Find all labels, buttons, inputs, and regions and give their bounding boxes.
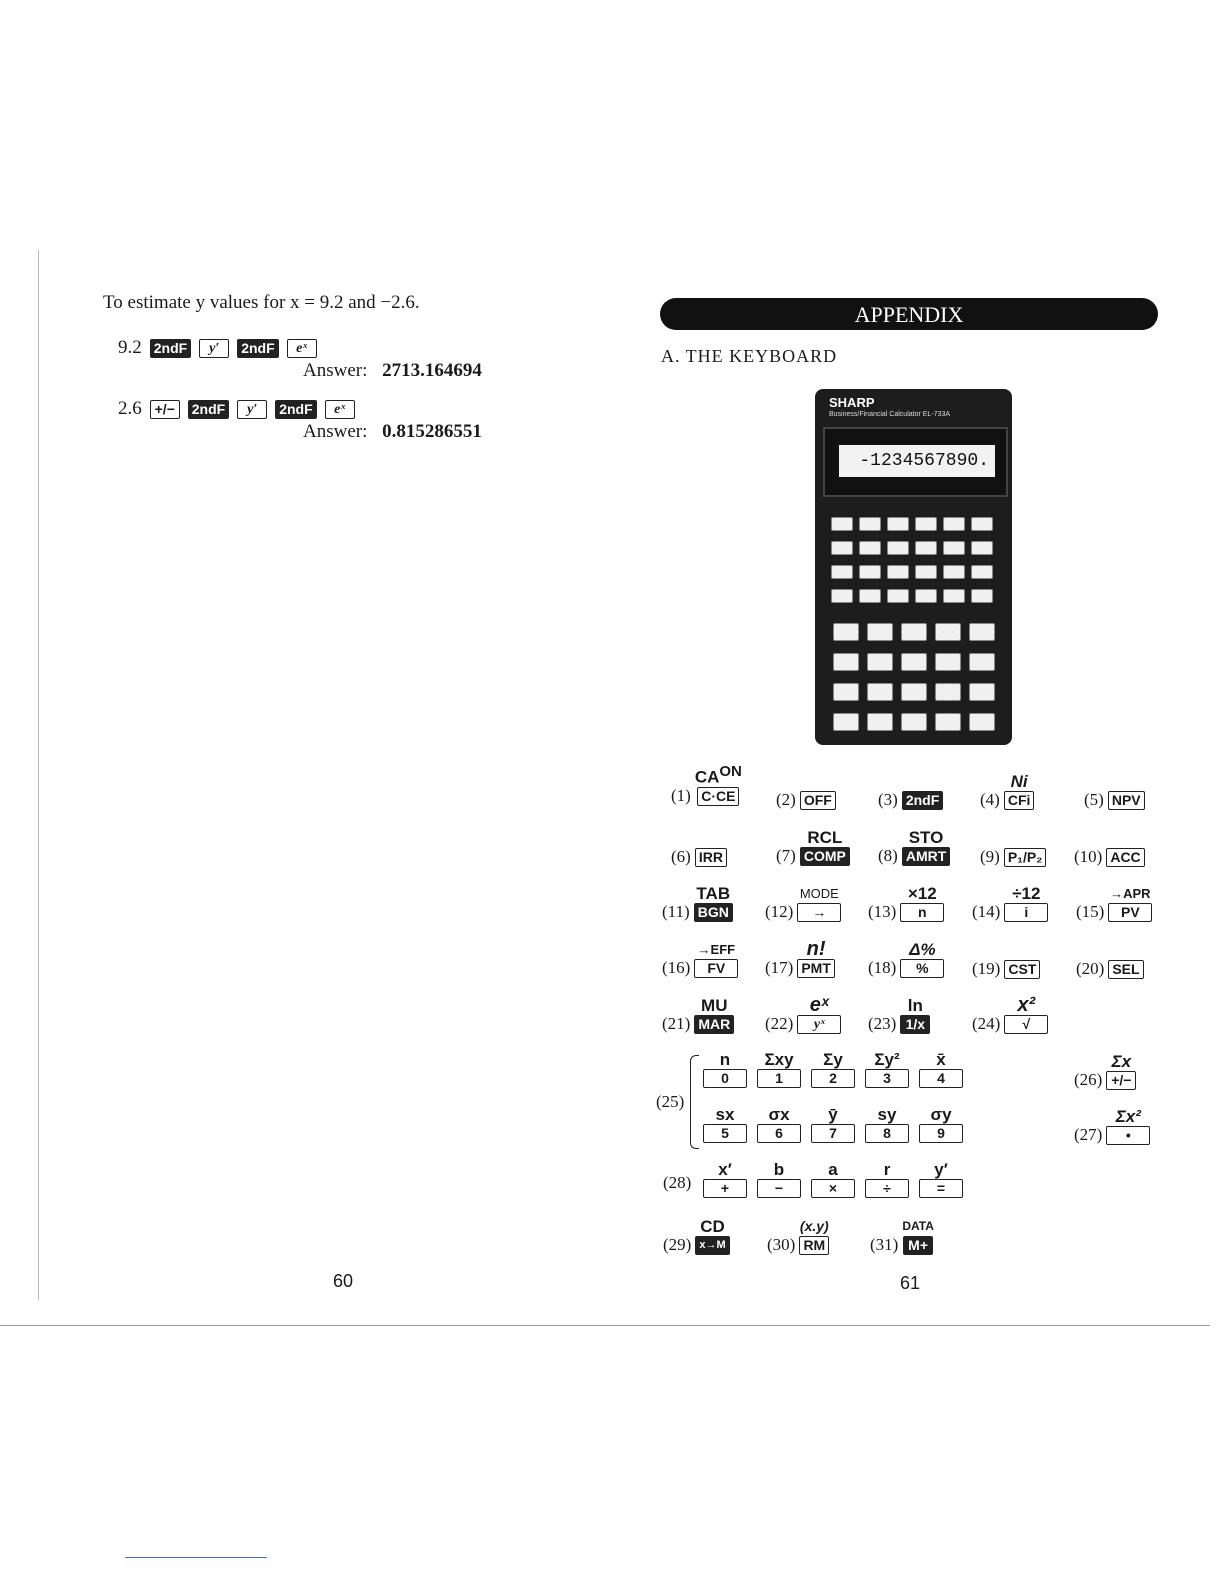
answer-value: 2713.164694	[382, 360, 482, 381]
label-ca: CA	[694, 767, 720, 787]
example-1-keys	[118, 337, 317, 359]
key-top-label: y′	[934, 1160, 948, 1179]
intro-text: To estimate y values for x = 9.2 and −2.6.	[103, 292, 420, 313]
key: +	[703, 1179, 747, 1198]
item-number-28: (28)	[663, 1173, 692, 1192]
key-rm: RM	[799, 1236, 829, 1255]
key-stack	[694, 940, 738, 978]
key-top-label: ×12	[907, 884, 937, 903]
key-pmt: PMT	[797, 959, 835, 978]
key-stack	[811, 1050, 855, 1088]
key-stack	[919, 1160, 963, 1198]
calc-key	[831, 589, 853, 603]
item-number: (19)	[972, 959, 1001, 978]
item-number: (2)	[776, 790, 796, 809]
section-title: A. THE KEYBOARD	[661, 346, 838, 366]
key-top-label: MU	[701, 996, 728, 1015]
key-top-label: Δ%	[909, 940, 936, 959]
calc-key	[887, 589, 909, 603]
key-pv: PV	[1108, 903, 1152, 922]
calc-key	[859, 565, 881, 579]
item-number: (10)	[1074, 847, 1103, 866]
legend-item-23	[868, 996, 930, 1034]
key-top-label: a	[828, 1160, 838, 1179]
item-number: (12)	[765, 902, 794, 921]
legend-item-26	[1074, 1052, 1136, 1090]
key-ex: eˣ	[287, 339, 317, 358]
key-irr: IRR	[695, 848, 727, 867]
calc-key	[867, 683, 893, 701]
calc-key	[867, 653, 893, 671]
legend-item-19	[972, 959, 1040, 979]
key-sel: SEL	[1108, 960, 1143, 979]
banner-title: APPENDIX	[854, 302, 964, 327]
label-on: ON	[719, 763, 742, 780]
calc-key	[969, 623, 995, 641]
key-top-label: Σy	[823, 1050, 843, 1069]
key-2ndf: 2ndF	[150, 339, 191, 358]
calc-key	[867, 623, 893, 641]
legend-item-3	[878, 790, 943, 810]
key-percent: %	[900, 959, 944, 978]
item-number-25: (25)	[656, 1092, 685, 1111]
key: 9	[919, 1124, 963, 1143]
key-stack	[865, 1105, 909, 1143]
key-top-label: STO	[908, 828, 944, 847]
calc-key	[833, 713, 859, 731]
legend-item-5	[1084, 790, 1145, 810]
legend-item-14	[972, 884, 1048, 922]
key-reciprocal: 1/x	[900, 1015, 930, 1034]
key-2ndf: 2ndF	[237, 339, 278, 358]
key-comp: COMP	[800, 847, 850, 866]
item-number: (23)	[868, 1014, 897, 1033]
calc-key	[831, 541, 853, 555]
calc-key	[971, 541, 993, 555]
legend-item-10	[1074, 847, 1145, 867]
calc-key	[935, 683, 961, 701]
key-top-label: Ni	[1010, 772, 1028, 791]
calc-key	[901, 623, 927, 641]
key-stack	[695, 762, 742, 806]
calculator-display	[823, 427, 1008, 497]
key-top-label: x′	[718, 1160, 732, 1179]
calc-key	[915, 541, 937, 555]
legend-item-21	[662, 996, 734, 1034]
key-top-label: →EFF	[697, 942, 736, 957]
key: 8	[865, 1124, 909, 1143]
key-top-label: x²	[1017, 994, 1036, 1016]
key-stack	[1004, 772, 1035, 810]
legend-item-31	[870, 1217, 934, 1255]
calc-key	[831, 517, 853, 531]
key: 0	[703, 1069, 747, 1088]
key-stack	[703, 1160, 747, 1198]
item-number: (31)	[870, 1235, 899, 1254]
key-stack	[902, 828, 950, 866]
calc-key	[833, 623, 859, 641]
key-stack	[703, 1105, 747, 1143]
key-stack	[865, 1160, 909, 1198]
calc-key	[867, 713, 893, 731]
legend-item-29	[663, 1217, 730, 1255]
answer-value: 0.815286551	[382, 421, 482, 442]
key-x-to-m: x→M	[695, 1236, 729, 1255]
calc-key	[943, 517, 965, 531]
key: 2	[811, 1069, 855, 1088]
key-label	[695, 762, 742, 787]
legend-item-8	[878, 828, 950, 866]
key-sqrt: √	[1004, 1015, 1048, 1034]
key-top-label: r	[883, 1160, 891, 1179]
item-number: (16)	[662, 958, 691, 977]
scan-margin-line	[38, 250, 39, 1300]
key-stack	[919, 1050, 963, 1088]
key-stack	[811, 1105, 855, 1143]
answer-label: Answer:	[303, 421, 368, 442]
key: −	[757, 1179, 801, 1198]
calc-key	[935, 653, 961, 671]
group-25-row-2	[703, 1105, 963, 1143]
key-stack	[757, 1105, 801, 1143]
item-number: (30)	[767, 1235, 796, 1254]
key-y-prime: y′	[199, 339, 229, 358]
calculator-illustration	[815, 389, 1012, 745]
key: 6	[757, 1124, 801, 1143]
key-off: OFF	[800, 791, 836, 810]
key-stack	[811, 1160, 855, 1198]
item-number: (9)	[980, 847, 1000, 866]
key-top-label: b	[773, 1160, 785, 1179]
key-stack	[900, 996, 930, 1034]
key-cst: CST	[1004, 960, 1040, 979]
key-top-label: DATA	[902, 1219, 934, 1233]
key: 7	[811, 1124, 855, 1143]
calc-key	[901, 683, 927, 701]
group-25-row-1	[703, 1050, 963, 1088]
item-number: (27)	[1074, 1125, 1103, 1144]
calc-key	[833, 683, 859, 701]
calc-key	[859, 541, 881, 555]
item-number: (6)	[671, 847, 691, 866]
calc-key	[887, 541, 909, 555]
key-y-prime: y′	[237, 400, 267, 419]
key-top-label: x̄	[936, 1050, 946, 1069]
item-number: (21)	[662, 1014, 691, 1033]
key-top-label: Σy²	[874, 1050, 900, 1069]
key-stack	[797, 996, 841, 1034]
legend-item-11	[662, 884, 733, 922]
legend-item-13	[868, 884, 944, 922]
calc-key	[943, 589, 965, 603]
key-decimal: •	[1106, 1126, 1150, 1145]
key: =	[919, 1179, 963, 1198]
display-readout: -1234567890.	[839, 445, 995, 477]
key-top-label: →APR	[1110, 886, 1151, 901]
item-number: (15)	[1076, 902, 1105, 921]
key-m-plus: M+	[903, 1236, 933, 1255]
key: 5	[703, 1124, 747, 1143]
key-2ndf: 2ndF	[188, 400, 229, 419]
calc-key	[915, 565, 937, 579]
legend-item-4	[980, 772, 1034, 810]
calc-key	[859, 517, 881, 531]
key-npv: NPV	[1108, 791, 1145, 810]
legend-item-17	[765, 940, 835, 978]
key-arrow: →	[797, 903, 841, 922]
item-number: (18)	[868, 958, 897, 977]
key: 3	[865, 1069, 909, 1088]
key-top-label: sx	[715, 1105, 735, 1124]
calc-key	[971, 565, 993, 579]
legend-item-6	[671, 847, 727, 867]
calc-key	[969, 713, 995, 731]
item-number: (3)	[878, 790, 898, 809]
calc-key	[901, 653, 927, 671]
calc-key	[901, 713, 927, 731]
legend-item-16	[662, 940, 738, 978]
key-stack	[1106, 1107, 1150, 1145]
key-plus-minus: +/−	[1106, 1071, 1136, 1090]
calc-key	[887, 517, 909, 531]
key: ×	[811, 1179, 855, 1198]
legend-item-7	[776, 828, 850, 866]
calc-key	[859, 589, 881, 603]
key-stack	[902, 1217, 934, 1255]
calc-key	[943, 541, 965, 555]
key-stack	[1004, 996, 1048, 1034]
item-number: (1)	[671, 785, 691, 805]
example-2-answer	[303, 421, 482, 443]
item-number: (7)	[776, 846, 796, 865]
calc-key	[915, 517, 937, 531]
key-acc: ACC	[1106, 848, 1144, 867]
item-number: (14)	[972, 902, 1001, 921]
key-stack	[799, 1217, 829, 1255]
key-p1-p2: P₁/P₂	[1004, 848, 1047, 867]
item-number: (4)	[980, 790, 1000, 809]
key-n: n	[900, 903, 944, 922]
answer-label: Answer:	[303, 360, 368, 381]
bottom-rule	[0, 1325, 1210, 1326]
example-2-keys	[118, 398, 355, 420]
key-stack	[800, 828, 850, 866]
calc-key	[935, 623, 961, 641]
legend-item-22	[765, 996, 841, 1034]
item-number: (13)	[868, 902, 897, 921]
item-number: (22)	[765, 1014, 794, 1033]
key-top-label: Σx²	[1115, 1107, 1141, 1126]
appendix-banner	[660, 298, 1158, 330]
key-2ndf: 2ndF	[275, 400, 316, 419]
key-top-label: n!	[806, 938, 826, 960]
key-stack	[1106, 1052, 1136, 1090]
key-yx: yˣ	[797, 1015, 841, 1034]
key-i: i	[1004, 903, 1048, 922]
key-top-label: n	[719, 1050, 731, 1069]
group-25-brace	[690, 1055, 699, 1149]
legend-item-20	[1076, 959, 1144, 979]
key-plus-minus: +/−	[150, 400, 180, 419]
example-2-input: 2.6	[118, 398, 142, 419]
example-1-input: 9.2	[118, 337, 142, 358]
key-stack	[919, 1105, 963, 1143]
key-top-label: σx	[768, 1105, 790, 1124]
item-number: (5)	[1084, 790, 1104, 809]
key-stack	[694, 884, 733, 922]
key: ÷	[865, 1179, 909, 1198]
key-amrt: AMRT	[902, 847, 950, 866]
key-top-label: CD	[700, 1217, 725, 1236]
item-number: (26)	[1074, 1070, 1103, 1089]
key-2ndf: 2ndF	[902, 791, 943, 810]
key-cfi: CFi	[1004, 791, 1035, 810]
legend-item-18	[868, 940, 944, 978]
legend-item-30	[767, 1217, 829, 1255]
key-stack	[694, 996, 734, 1034]
calc-key	[915, 589, 937, 603]
legend-item-24	[972, 996, 1048, 1034]
calc-key	[887, 565, 909, 579]
key-top-label: RCL	[807, 828, 843, 847]
legend-item-9	[980, 847, 1046, 867]
calc-key	[831, 565, 853, 579]
key-stack	[1108, 884, 1152, 922]
key-stack	[797, 940, 835, 978]
item-number: (11)	[662, 902, 690, 921]
key-bgn: BGN	[694, 903, 733, 922]
calculator-brand: SHARP	[829, 395, 875, 410]
calc-key	[969, 683, 995, 701]
legend-item-2	[776, 790, 836, 810]
key-stack	[1004, 884, 1048, 922]
key-stack	[757, 1050, 801, 1088]
key-top-label: eˣ	[809, 994, 829, 1016]
page-number-left: 60	[333, 1271, 354, 1291]
item-number: (20)	[1076, 959, 1105, 978]
calc-key	[969, 653, 995, 671]
calc-key	[935, 713, 961, 731]
key-fv: FV	[694, 959, 738, 978]
example-1-answer	[303, 360, 482, 382]
key-top-label: ÷12	[1012, 884, 1041, 903]
key-stack	[900, 884, 944, 922]
key-top-label: σy	[930, 1105, 952, 1124]
page-number-right: 61	[900, 1273, 921, 1293]
key-ex: eˣ	[325, 400, 355, 419]
key-stack	[703, 1050, 747, 1088]
calc-key	[943, 565, 965, 579]
key-top-label: ln	[907, 996, 923, 1015]
key: 1	[757, 1069, 801, 1088]
key-stack	[900, 940, 944, 978]
key-top-label: sy	[877, 1105, 897, 1124]
footer-link-line	[125, 1557, 267, 1558]
key-stack	[695, 1217, 729, 1255]
key-top-label: MODE	[799, 886, 839, 901]
key-top-label: Σxy	[764, 1050, 794, 1069]
key-stack	[757, 1160, 801, 1198]
item-number: (24)	[972, 1014, 1001, 1033]
item-number: (29)	[663, 1235, 692, 1254]
key-top-label: TAB	[696, 884, 731, 903]
key: 4	[919, 1069, 963, 1088]
key-stack	[865, 1050, 909, 1088]
key-top-label: (x.y)	[799, 1218, 829, 1234]
key-top-label: Σx	[1111, 1052, 1132, 1071]
key-stack	[797, 884, 841, 922]
legend-item-1	[671, 762, 742, 806]
legend-item-27	[1074, 1107, 1150, 1145]
calc-key	[833, 653, 859, 671]
key-c-ce: C·CE	[697, 787, 739, 806]
calc-key	[971, 589, 993, 603]
item-number: (17)	[765, 958, 794, 977]
legend-item-15	[1076, 884, 1152, 922]
calc-key	[971, 517, 993, 531]
key-top-label: ȳ	[828, 1105, 838, 1124]
calculator-model: Business/Financial Calculator EL-733A	[829, 411, 951, 418]
row-28-keys	[703, 1160, 963, 1198]
item-number: (8)	[878, 846, 898, 865]
legend-item-12	[765, 884, 841, 922]
key-mar: MAR	[694, 1015, 734, 1034]
